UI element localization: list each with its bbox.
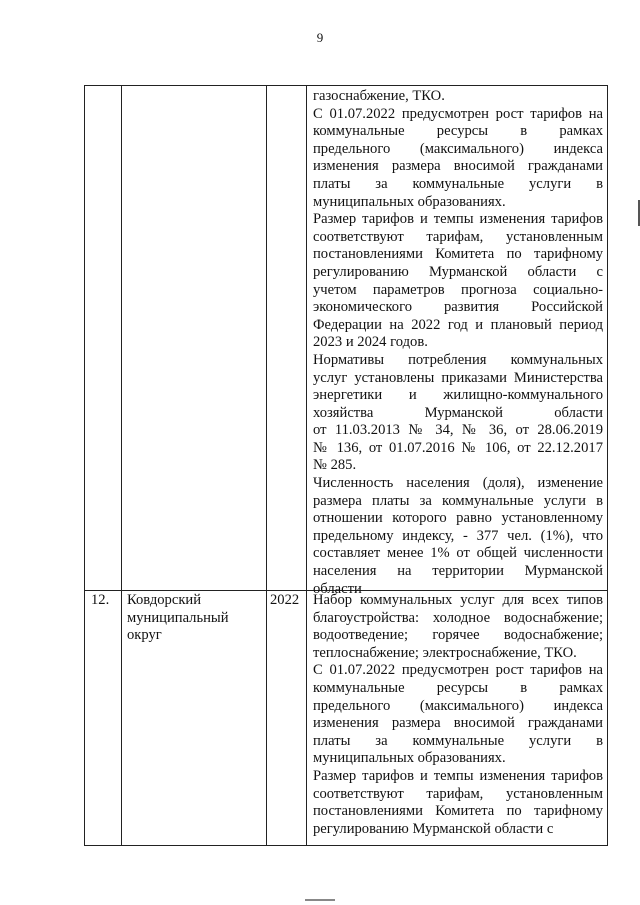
text-line: благоустройства: холодное водоснабжение;	[313, 609, 603, 626]
text-line: газоснабжение, ТКО.	[313, 88, 445, 104]
text-line: № 136, от 01.07.2016 № 106, от 22.12.2017	[313, 439, 603, 456]
text-line: экономического развития Российской	[313, 299, 603, 316]
paragraph	[313, 768, 603, 838]
text-line: коммунальные ресурсы в рамках	[313, 123, 603, 140]
text-line: регулированию Мурманской области с	[313, 820, 554, 837]
text-line: соответствуют тарифам, установленным	[313, 785, 603, 802]
text-line: муниципальных образованиях.	[313, 750, 506, 767]
page-number: 9	[316, 30, 324, 45]
paragraph	[313, 211, 603, 352]
text-line: учетом параметров прогноза социально-	[313, 281, 603, 298]
text-line: Численность населения (доля), изменение	[313, 475, 603, 492]
text-line: коммунальные ресурсы в рамках	[313, 679, 603, 696]
text-line: составляет менее 1% от общей численности	[313, 545, 603, 562]
text-line: отношении которого равно установленному	[313, 510, 603, 527]
scan-bottom-mark	[305, 899, 335, 901]
text-line: Федерации на 2022 год и плановый период	[313, 316, 603, 333]
text-line: хозяйства Мурманской области	[313, 404, 603, 421]
text-line: изменения размера вносимой гражданами	[313, 715, 603, 732]
paragraph	[313, 662, 603, 768]
text-line: платы за коммунальные услуги в	[313, 175, 603, 192]
text-line: от 11.03.2013 № 34, № 36, от 28.06.2019	[313, 422, 603, 439]
paragraph	[313, 592, 603, 662]
text-line: предельному индексу, - 377 чел. (1%), что	[313, 527, 603, 544]
text-line: предельного (максимального) индекса	[313, 140, 603, 157]
municipality-line: муниципальный	[127, 609, 229, 626]
text-line: энергетики и жилищно-коммунального	[313, 387, 603, 404]
text-line: водоотведение; горячее водоснабжение;	[313, 627, 603, 644]
municipality-line: Ковдорский	[127, 592, 202, 608]
tariff-table	[84, 85, 608, 846]
text-line: С 01.07.2022 предусмотрен рост тарифов на	[313, 105, 603, 122]
column-divider	[266, 86, 267, 845]
text-line: платы за коммунальные услуги в	[313, 732, 603, 749]
municipality-line: округ	[127, 627, 162, 644]
text-line: Размер тарифов и темпы изменения тарифов	[313, 767, 603, 784]
text-line: изменения размера вносимой гражданами	[313, 158, 603, 175]
paragraph	[313, 88, 603, 106]
text-line: Нормативы потребления коммунальных	[313, 351, 603, 368]
text-line: размера платы за коммунальные услуги в	[313, 492, 603, 509]
row-number: 12.	[91, 592, 110, 608]
text-line: постановлениями Комитета по тарифному	[313, 803, 603, 820]
text-line: муниципальных образованиях.	[313, 193, 506, 210]
text-line: постановлениями Комитета по тарифному	[313, 246, 603, 263]
row-12-description	[313, 592, 603, 838]
text-line: области	[313, 580, 362, 597]
paragraph	[313, 475, 603, 598]
year: 2022	[270, 592, 300, 608]
text-line: 2023 и 2024 годов.	[313, 334, 428, 351]
text-line: С 01.07.2022 предусмотрен рост тарифов на	[313, 662, 603, 679]
text-line: теплоснабжение; электроснабжение, ТКО.	[313, 644, 577, 661]
text-line: регулированию Мурманской области с	[313, 263, 603, 280]
text-line: соответствуют тарифам, установленным	[313, 228, 603, 245]
column-divider	[306, 86, 307, 845]
text-line: Набор коммунальных услуг для всех типов	[313, 592, 603, 608]
previous-row-description	[313, 88, 603, 598]
paragraph	[313, 106, 603, 212]
paragraph	[313, 352, 603, 475]
municipality-name	[127, 592, 262, 645]
text-line: услуг установлены приказами Министерства	[313, 369, 603, 386]
column-divider	[121, 86, 122, 845]
text-line: предельного (максимального) индекса	[313, 697, 603, 714]
text-line: Размер тарифов и темпы изменения тарифов	[313, 211, 603, 228]
text-line: № 285.	[313, 457, 357, 474]
text-line: населения на территории Мурманской	[313, 563, 603, 580]
